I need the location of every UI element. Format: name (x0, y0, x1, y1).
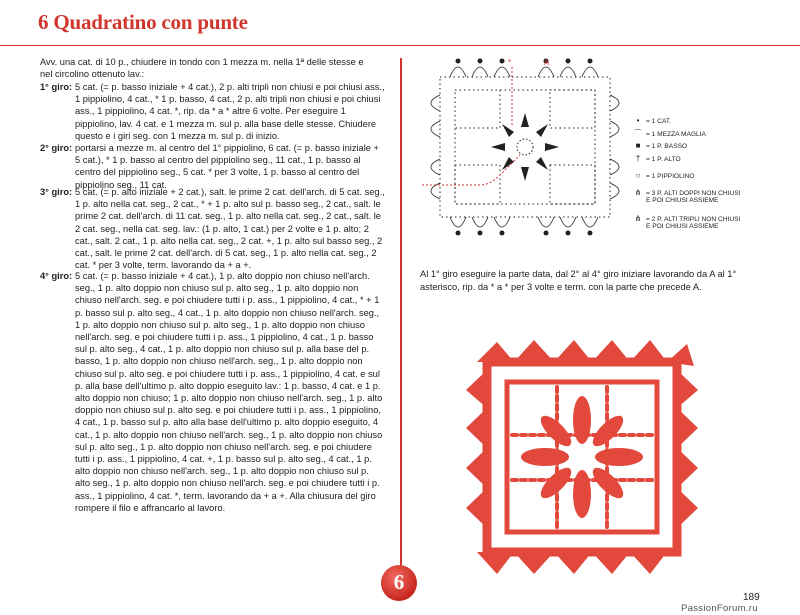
cluster-2-icon: ⋔ (634, 214, 642, 223)
legend-item: † = 1 P. ALTO (630, 154, 681, 163)
title-divider (0, 45, 800, 46)
round-label: 3° giro: (40, 187, 73, 197)
legend-item: ⋔ = 2 P. ALTI TRIPLI NON CHIUSI (630, 214, 740, 223)
round-label: 2° giro: (40, 143, 73, 153)
cluster-3-icon: ⋔ (634, 188, 642, 197)
pattern-number: 6 (393, 570, 405, 594)
round-label: 1° giro: (40, 82, 73, 92)
round-text: 5 cat. (= p. basso iniziale + 4 cat.), 2 p. alti tripli non chiusi e poi chiusi ass., 1 pippiolino, 4 cat., * 1 p. basso, 4 cat., 2 p. alti tripli non chiusi e poi chiusi ass., 1 pippiolino, 4 cat. *, rip. da * a * altre 6 volte. Per eseguire 1 pippiolino, lav. 4 cat. e 1 mezza m. sul p. alla base delle stesse. Chiudere questo e i giri seg. con 1 mezza m. sul p. di inizio. (75, 82, 385, 141)
round-1 (40, 81, 385, 142)
legend-item: E POI CHIUSI ASSIEME (646, 197, 719, 204)
legend-item: • = 1 CAT. (630, 116, 671, 125)
chain-icon: • (636, 116, 640, 125)
legend-item: ⌒ = 1 MEZZA MAGLIA (630, 128, 706, 139)
round-4 (40, 270, 385, 514)
round-3 (40, 186, 385, 271)
round-2 (40, 142, 385, 191)
star-marker: * (508, 58, 512, 67)
double-crochet-icon: † (635, 154, 641, 163)
legend-item: E POI CHIUSI ASSIEME (646, 223, 719, 230)
legend-item: ■ = 1 P. BASSO (630, 141, 687, 150)
round-text: 5 cat. (= p. alto iniziale + 2 cat.), salt. le prime 2 cat. dell'arch. di 5 cat. seg., 1 p. alto nella cat. seg., 2 cat., * + 1 p. alto sul p. basso seg., 2 cat., salt. le prime 2 cat. dell'arch. di 11 cat. seg., 1 p. alto nella cat. seg., 2 cat., salt. le 2 cat. seg., nella cat. seg. lav.: (1 p. alto, 1 cat.) per 2 volte e 1 p. alto; 2 cat., salt. 2 cat., 1 p. alto nella cat. seg., 2 cat. +, 1 p. alto sul basso seg., 2 cat., salt. le prime 2 cat. dell'arch. di 5 cat. seg., 1 p. alto nella cat. seg., 2 cat. * per 3 volte, term. lavorando da + a +. (75, 187, 385, 271)
picot-icon: ○ (635, 171, 641, 180)
motif-photo (462, 340, 702, 575)
slip-stitch-icon: ⌒ (634, 129, 642, 138)
single-crochet-icon: ■ (635, 141, 641, 150)
instruction-note: Al 1° giro eseguire la parte data, dal 2° al 4° giro iniziare lavorando da A al 1° asterisco, rip. da * a * per 3 volte e term. con la parte che precede A. (420, 269, 737, 292)
yarn-thread-divider (400, 58, 402, 570)
yarn-ball-icon (381, 565, 417, 601)
legend-item: ○ = 1 PIPPIOLINO (630, 171, 695, 180)
round-text: 5 cat. (= p. basso iniziale + 4 cat.), 1 p. alto doppio non chiuso nell'arch. seg., 1 p. alto doppio non chiuso sul p. alto seg., 1 p. alto doppio non chiuso nell'arch. seg. e poi chiudere tutti i p. ass., 1 pippiolino, 4 cat., * + 1 p. basso sul p. alto seg., 4 cat., 1 p. alto doppio non chiuso nell'arch. seg., 1 p. alto doppio non chiuso sul p. alto seg., 1 p. alto doppio non chiuso nell'arch. seg. e poi chiudere tutti i p. ass., 1 pippiolino, 4 cat., 1 p. basso sul p. alto seg., 4 cat., 1 p. alto doppio non chiuso sul p. alla base del p. basso, 1 p. alto doppio non chiuso nell'arch. seg., 1 p. alto doppio non chiuso sul p. alto seg. e poi chiudere tutti i p. ass., 1 pippiolino, 4 cat. e sul p. alla base dell'ultimo p. alto doppio eseguito lav.: 1 p. basso, 4 cat. e 1 p. alto doppio non chiuso; 1 p. alto doppio non chiuso nell'arch. seg., 1 p. alto doppio non chiuso sul p. alto seg. e poi chiudere tutti i p. ass., 1 pippiolino, 4 cat., 1 p. basso sul p. alto alla base dell'ultimo p. alto doppio eseguito, 4 cat., 1 p. alto doppio non chiuso nell'arch. seg., 1 p. alto doppio non chiuso sul p. alto seg., 1 p. alto doppio non chiuso nell'arch. seg. e poi chiudere tutti i p. ass., 1 pippiolino, 4 cat. +, 1 p. basso sul p. alto seg., 4 cat., 1 p. alto doppio non chiuso nell'arch. seg., 1 p. alto doppio non chiuso sul p. alto seg., 1 p. alto doppio non chiuso nell'arch. seg. e poi chiudere tutti i p. ass., 1 pippiolino, 4 cat. *, term. lavorando da + a +. Alla chiusura del giro rompere il filo e affrancarlo al lavoro. (75, 271, 383, 513)
watermark: PassionForum.ru (681, 603, 758, 614)
legend-item: ⋔ = 3 P. ALTI DOPPI NON CHIUSI (630, 188, 740, 197)
point-a-marker: A (544, 58, 550, 67)
page-number: 189 (743, 592, 760, 603)
round-label: 4° giro: (40, 271, 73, 281)
intro-text: Avv. una cat. di 10 p., chiudere in tondo con 1 mezza m. nella 1ª delle stesse e nel circolino ottenuto lav.: (40, 57, 364, 80)
crochet-chart (420, 55, 625, 250)
page-title: 6 Quadratino con punte (38, 10, 248, 34)
round-text: portarsi a mezze m. al centro del 1° pippiolino, 6 cat. (= p. basso iniziale + 5 cat.), * 1 p. basso al centro del pippiolino seg., 11 cat., 1 p. basso al centro del pippiolino seg., 5 cat. * per 3 volte, 1 p. basso al centro del pippiolino seg., 11 cat. (75, 143, 379, 190)
